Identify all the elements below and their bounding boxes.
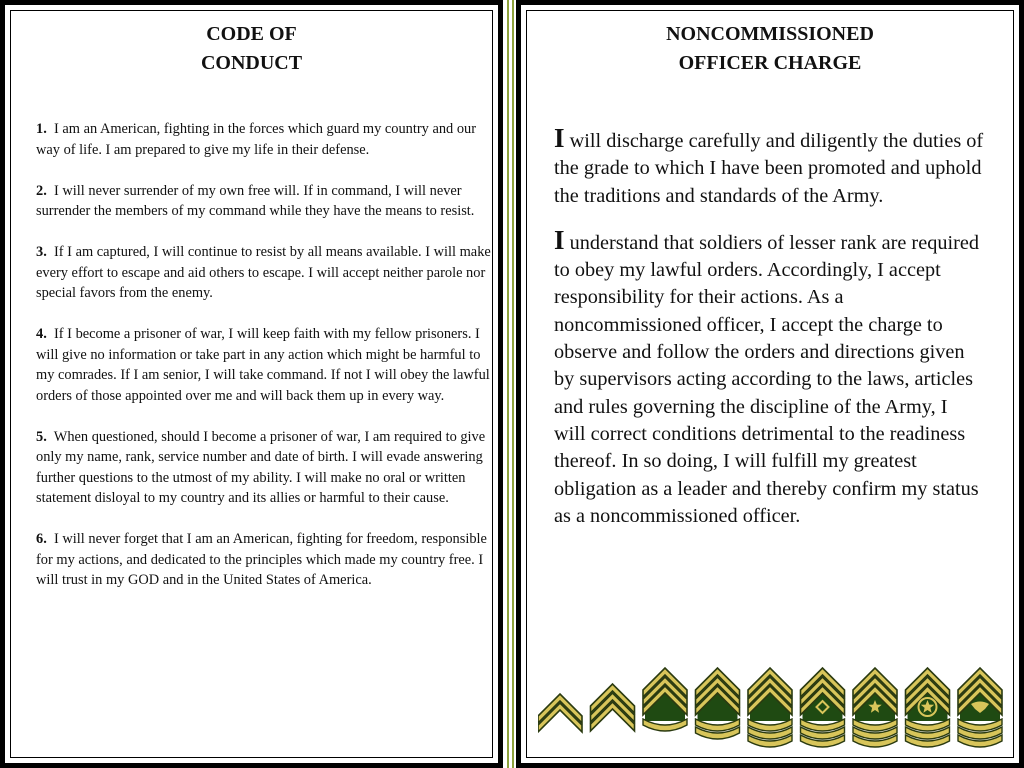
rank-insignia-row bbox=[538, 664, 1008, 754]
divider-line bbox=[512, 0, 514, 768]
article-number: 6. bbox=[36, 531, 47, 547]
article-item bbox=[36, 529, 491, 591]
article-text: I will never forget that I am an American, fighting for freedom, responsible for my actions, and dedicated to the principles which made my country free. I will trust in my GOD and in the United States of America. bbox=[36, 531, 487, 588]
article-text: When questioned, should I become a prisoner of war, I am required to give only my name, rank, service number and date of birth. I will evade answering further questions to the utmost of my ability. I will make no oral or written statement disloyal to my country and its allies or harmful to their cause. bbox=[36, 428, 486, 506]
charge-paragraph bbox=[554, 123, 984, 210]
command-sergeant-major-chevron-icon bbox=[906, 668, 950, 747]
sergeant-major-of-the-army-chevron-icon bbox=[958, 668, 1002, 747]
paragraph-text: understand that soldiers of lesser rank are required to obey my lawful orders. Accordingly, I accept responsibility for their actions. As a noncommissioned officer, I accept the charge to observe and follow the orders and directions given by supervisors acting according to the laws, articles and rules governing the discipline of the Army, I will correct conditions detrimental to the readiness thereof. In so doing, I will fulfill my greatest obligation as a leader and thereby confirm my status as a noncommissioned officer. bbox=[554, 231, 980, 527]
first-sergeant-chevron-icon bbox=[801, 668, 845, 747]
article-number: 4. bbox=[36, 326, 47, 342]
paragraph-text: will discharge carefully and diligently the duties of the grade to which I have been promoted and uphold the traditions and standards of the Army. bbox=[554, 130, 984, 207]
sergeant-first-class-chevron-icon bbox=[696, 668, 740, 739]
title-line: NONCOMMISSIONED bbox=[666, 23, 874, 45]
article-text: If I become a prisoner of war, I will keep faith with my fellow prisoners. I will give no information or take part in any action which might be harmful to my comrades. If I am senior, I will take command. If not I will obey the lawful orders of those appointed over me and will back them up in every way. bbox=[36, 326, 490, 404]
code-of-conduct-title bbox=[0, 20, 503, 78]
charge-paragraph bbox=[554, 224, 984, 530]
title-line: CODE OF bbox=[206, 23, 297, 45]
article-text: I am an American, fighting in the forces which guard my country and our way of life. I am prepared to give my life in their defense. bbox=[36, 121, 477, 158]
title-line: OFFICER CHARGE bbox=[678, 52, 862, 74]
article-number: 3. bbox=[36, 244, 47, 260]
divider-line bbox=[507, 0, 509, 768]
sergeant-major-chevron-icon bbox=[853, 668, 897, 747]
master-sergeant-chevron-icon bbox=[748, 668, 792, 747]
article-number: 2. bbox=[36, 182, 47, 199]
article-number: 5. bbox=[36, 428, 47, 445]
sergeant-chevron-icon bbox=[591, 684, 635, 731]
paragraph-initial: I bbox=[554, 123, 565, 153]
nco-charge-text bbox=[554, 123, 984, 550]
title-line: CONDUCT bbox=[200, 52, 303, 74]
article-item bbox=[36, 242, 491, 304]
article-item bbox=[36, 427, 491, 509]
article-item bbox=[36, 119, 491, 160]
article-text: I will never surrender of my own free will. If in command, I will never surrender the members of my command while they have the means to resist. bbox=[36, 182, 475, 219]
code-of-conduct-articles bbox=[36, 119, 491, 611]
paragraph-initial: I bbox=[554, 224, 565, 255]
article-text: If I am captured, I will continue to resist by all means available. I will make every effort to escape and aid others to escape. I will accept neither parole nor special favors from the enemy. bbox=[36, 244, 491, 301]
article-item bbox=[36, 324, 491, 406]
article-item bbox=[36, 181, 491, 222]
rank-insignia-graphic bbox=[538, 664, 1008, 754]
article-number: 1. bbox=[36, 121, 47, 137]
corporal-chevron-icon bbox=[538, 694, 582, 732]
staff-sergeant-chevron-icon bbox=[643, 668, 687, 731]
nco-charge-title bbox=[516, 20, 1024, 78]
